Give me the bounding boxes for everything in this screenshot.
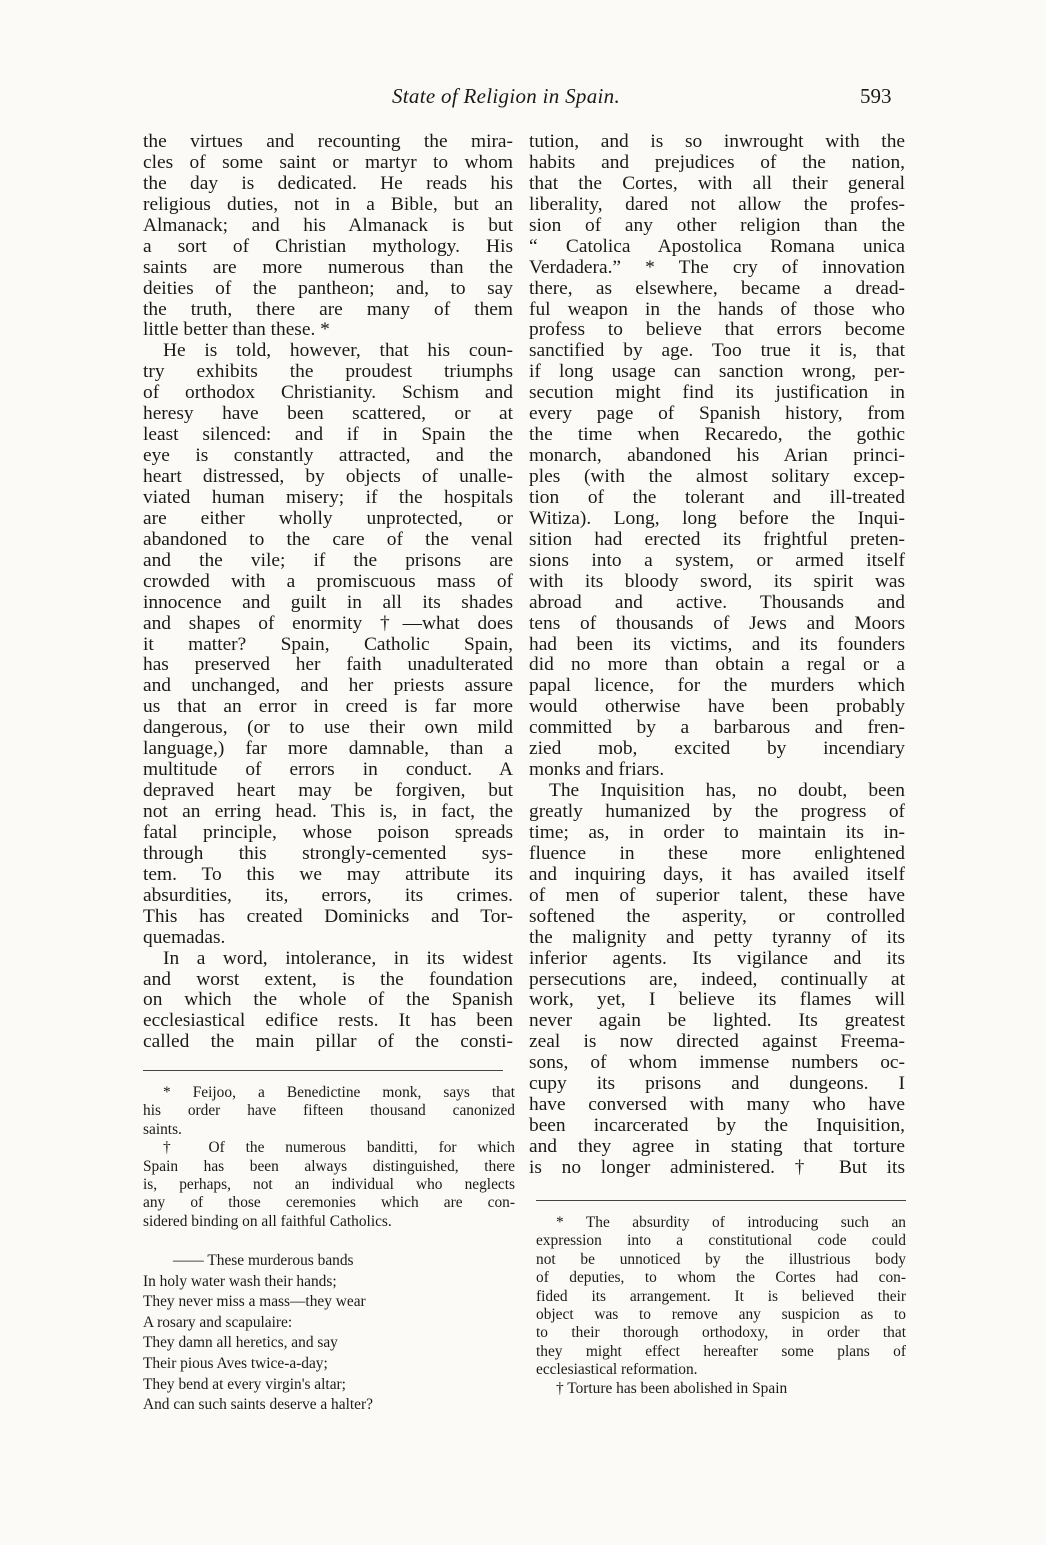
text-line: it matter? Spain, Catholic Spain,: [143, 633, 513, 655]
text-line: never again be lighted. Its greatest: [529, 1010, 905, 1032]
text-line: every page of Spanish history, from: [529, 403, 905, 425]
text-line: dangerous, (or to use their own mild: [143, 717, 513, 739]
text-line: eye is constantly attracted, and the: [143, 445, 513, 467]
footnote-rule-left: [143, 1070, 503, 1071]
text-line: quemadas.: [143, 926, 226, 948]
text-line: been incarcerated by the Inquisition,: [529, 1115, 905, 1137]
text-line: had been its victims, and its founders: [529, 633, 905, 655]
verse-line: And can such saints deserve a halter?: [143, 1396, 373, 1414]
verse-line: —— These murderous bands: [173, 1252, 354, 1269]
footnote-line: Spain has been always distinguished, there: [143, 1157, 515, 1175]
text-line: us that an error in creed is far more: [143, 696, 513, 718]
text-line: a sort of Christian mythology. His: [143, 235, 513, 257]
text-line: the time when Recaredo, the gothic: [529, 424, 905, 446]
text-line: tution, and is so inwrought with the: [529, 131, 905, 152]
text-line: time; as, in order to maintain its in-: [529, 821, 905, 843]
text-line: and the vile; if the prisons are: [143, 549, 513, 571]
verse-line: Their pious Aves twice-a-day;: [143, 1354, 328, 1372]
footnote-line: saints.: [143, 1120, 182, 1138]
footnote-line: expression into a constitutional code could: [536, 1232, 906, 1250]
text-line: monks and friars.: [529, 759, 665, 781]
text-line: not an erring head. This is, in fact, the: [143, 801, 513, 822]
text-line: inferior agents. Its vigilance and its: [529, 947, 905, 969]
text-line: would otherwise have been probably: [529, 696, 905, 718]
text-line: called the main pillar of the consti-: [143, 1031, 513, 1053]
text-line: little better than these. *: [143, 319, 330, 341]
text-line: tion of the tolerant and ill-treated: [529, 486, 905, 508]
text-line: have conversed with many who have: [529, 1094, 905, 1116]
text-line: saints are more numerous than the: [143, 256, 513, 278]
footnote-line: any of those ceremonies which are con-: [143, 1194, 515, 1212]
footnote-verse: [143, 1251, 373, 1416]
text-line: cles of some saint or martyr to whom: [143, 151, 513, 173]
text-line: multitude of errors in conduct. A: [143, 759, 513, 781]
text-line: with its bloody sword, its spirit was: [529, 570, 905, 592]
footnote-line: they might effect hereafter some plans of: [536, 1342, 906, 1360]
footnote-line: † Torture has been abolished in Spain: [556, 1379, 788, 1397]
text-line: tem. To this we may attribute its: [143, 863, 513, 885]
text-line: innocence and guilt in all its shades: [143, 591, 513, 613]
text-line: papal licence, for the murders which: [529, 675, 905, 697]
right-column: [529, 132, 905, 1179]
footnote-line: not be unnoticed by the illustrious body: [536, 1250, 906, 1268]
text-line: language,) far more damnable, than a: [143, 738, 513, 760]
text-line: and they agree in stating that torture: [529, 1136, 905, 1157]
footnote-rule-right: [536, 1200, 906, 1201]
text-line: fatal principle, whose poison spreads: [143, 821, 513, 843]
verse-line: They damn all heretics, and say: [143, 1334, 338, 1352]
running-title: State of Religion in Spain.: [392, 84, 620, 108]
text-line: the virtues and recounting the mira-: [143, 131, 513, 152]
text-line: on which the whole of the Spanish: [143, 989, 513, 1011]
text-line: heart distressed, by objects of unalle-: [143, 466, 513, 487]
footnote-line: is, perhaps, not an individual who neglects: [143, 1175, 515, 1193]
text-line: of men of superior talent, these have: [529, 884, 905, 906]
running-header: [0, 78, 1046, 118]
text-line: Almanack; and his Almanack is but: [143, 214, 513, 236]
text-line: sanctified by age. Too true it is, that: [529, 340, 905, 362]
text-line: ful weapon in the hands of those who: [529, 298, 905, 320]
text-line: sions into a system, or armed itself: [529, 549, 905, 571]
text-line: deities of the pantheon; and, to say: [143, 277, 513, 299]
text-line: there, as elsewhere, became a dread-: [529, 277, 905, 299]
text-line: sition had erected its frightful preten-: [529, 528, 905, 550]
text-line: liberality, dared not allow the profes-: [529, 193, 905, 215]
text-line: and worst extent, is the foundation: [143, 968, 513, 990]
text-line: are either wholly unprotected, or: [143, 507, 513, 529]
footnote-line: to their thorough orthodoxy, in order that: [536, 1324, 906, 1342]
text-line: softened the asperity, or controlled: [529, 905, 905, 927]
text-line: committed by a barbarous and fren-: [529, 717, 905, 739]
footnote-line: * Feijoo, a Benedictine monk, says that: [163, 1084, 515, 1101]
text-line: ecclesiastical edifice rests. It has been: [143, 1010, 513, 1032]
text-line: the malignity and petty tyranny of its: [529, 926, 905, 948]
text-line: least silenced: and if in Spain the: [143, 424, 513, 446]
footnote-line: his order have fifteen thousand canonized: [143, 1102, 515, 1120]
footnote-line: fided its arrangement. It is believed their: [536, 1287, 906, 1305]
text-line: has preserved her faith unadulterated: [143, 654, 513, 676]
text-line: Verdadera.” * The cry of innovation: [529, 256, 905, 278]
footnote-line: sidered binding on all faithful Catholics.: [143, 1212, 392, 1230]
text-line: of orthodox Christianity. Schism and: [143, 382, 513, 404]
text-line: abroad and active. Thousands and: [529, 591, 905, 613]
text-line: persecutions are, indeed, continually at: [529, 968, 905, 990]
verse-line: They never miss a mass—they wear: [143, 1293, 366, 1311]
text-line: heresy have been scattered, or at: [143, 403, 513, 425]
text-line: In a word, intolerance, in its widest: [163, 947, 513, 969]
text-line: He is told, however, that his coun-: [163, 340, 513, 362]
verse-line: A rosary and scapulaire:: [143, 1313, 293, 1331]
footnote-line: ecclesiastical reformation.: [536, 1361, 698, 1379]
text-line: greatly humanized by the progress of: [529, 801, 905, 822]
left-column: [143, 132, 513, 1053]
text-line: and unchanged, and her priests assure: [143, 675, 513, 697]
text-line: religious duties, not in a Bible, but an: [143, 193, 513, 215]
text-line: sons, of whom immense numbers oc-: [529, 1052, 905, 1074]
text-line: is no longer administered. † But its: [529, 1156, 905, 1178]
text-line: abandoned to the care of the venal: [143, 528, 513, 550]
text-line: ples (with the almost solitary excep-: [529, 466, 905, 487]
text-line: secution might find its justification in: [529, 382, 905, 404]
text-line: did no more than obtain a regal or a: [529, 654, 905, 676]
text-line: fluence in these more enlightened: [529, 842, 905, 864]
footnote-line: * The absurdity of introducing such an: [556, 1214, 906, 1231]
footnote-line: † Of the numerous banditti, for which: [163, 1139, 515, 1157]
text-line: Witiza). Long, long before the Inqui-: [529, 507, 905, 529]
text-line: and inquiring days, it has availed itself: [529, 863, 905, 885]
text-line: “ Catolica Apostolica Romana unica: [529, 235, 905, 257]
text-line: monarch, abandoned his Arian princi-: [529, 445, 905, 467]
page-number: 593: [860, 84, 892, 108]
text-line: try exhibits the proudest triumphs: [143, 361, 513, 383]
text-line: cupy its prisons and dungeons. I: [529, 1073, 905, 1095]
left-footnotes: [143, 1084, 515, 1231]
text-line: that the Cortes, with all their general: [529, 172, 905, 194]
verse-line: In holy water wash their hands;: [143, 1272, 337, 1290]
text-line: through this strongly-cemented sys-: [143, 842, 513, 864]
text-line: sion of any other religion than the: [529, 214, 905, 236]
text-line: profess to believe that errors become: [529, 319, 905, 341]
text-line: if long usage can sanction wrong, per-: [529, 361, 905, 383]
text-line: The Inquisition has, no doubt, been: [549, 780, 905, 802]
text-line: the truth, there are many of them: [143, 298, 513, 320]
text-line: crowded with a promiscuous mass of: [143, 570, 513, 592]
text-line: and shapes of enormity †—what does: [143, 612, 513, 634]
text-line: absurdities, its, errors, its crimes.: [143, 884, 513, 906]
text-line: depraved heart may be forgiven, but: [143, 780, 513, 802]
text-line: This has created Dominicks and Tor-: [143, 905, 513, 927]
verse-line: They bend at every virgin's altar;: [143, 1375, 346, 1393]
right-footnotes: [536, 1214, 906, 1398]
text-line: zeal is now directed against Freema-: [529, 1031, 905, 1053]
text-line: viated human misery; if the hospitals: [143, 486, 513, 508]
text-line: zied mob, excited by incendiary: [529, 738, 905, 760]
footnote-line: of deputies, to whom the Cortes had con-: [536, 1269, 906, 1287]
text-line: habits and prejudices of the nation,: [529, 151, 905, 173]
footnote-line: object was to remove any suspicion as to: [536, 1305, 906, 1323]
text-line: work, yet, I believe its flames will: [529, 989, 905, 1011]
text-line: the day is dedicated. He reads his: [143, 172, 513, 194]
text-line: tens of thousands of Jews and Moors: [529, 612, 905, 634]
